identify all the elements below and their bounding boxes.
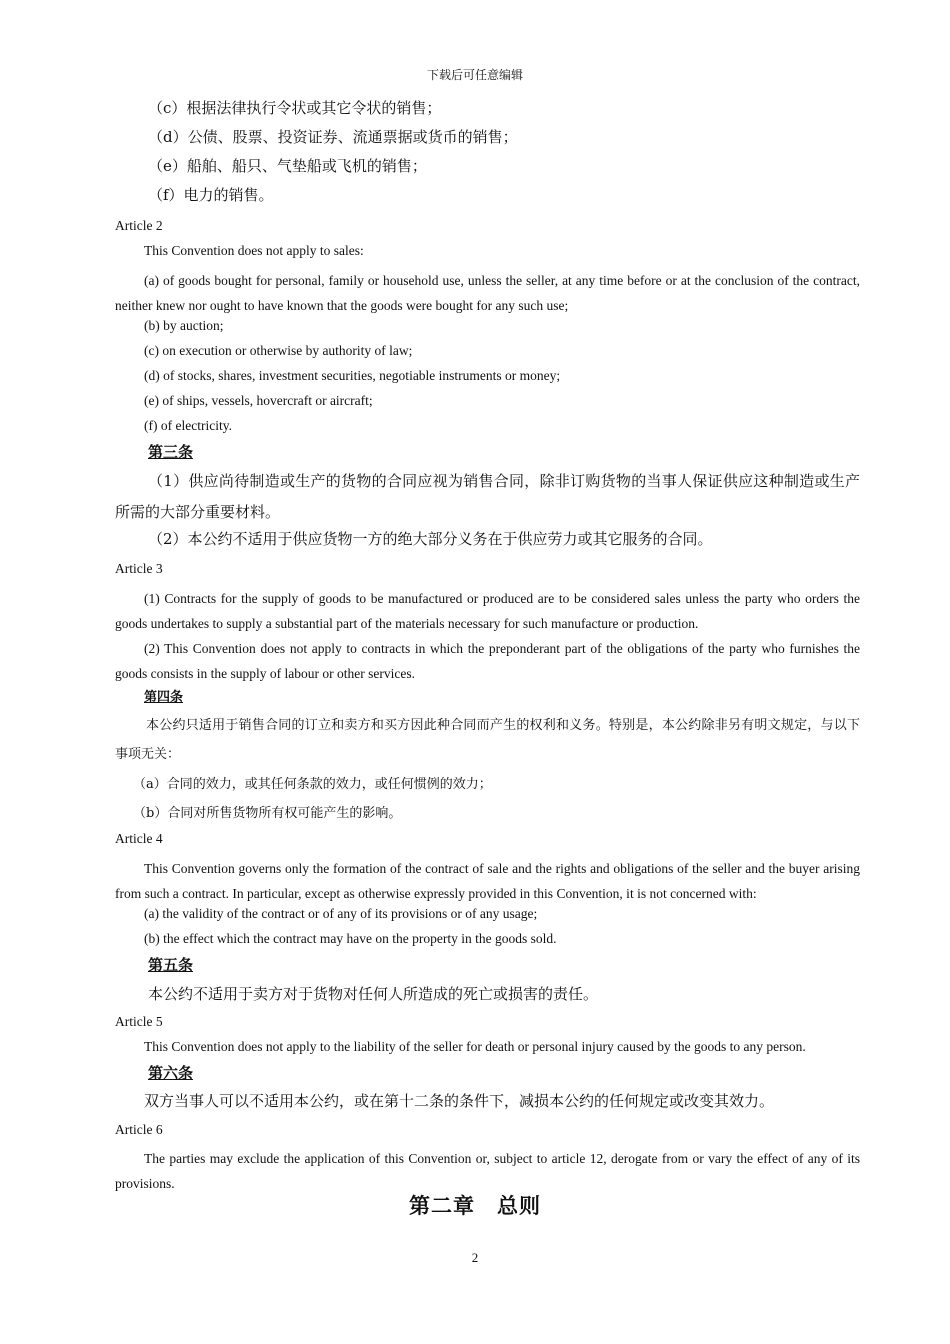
- art4-en-a: (a) the validity of the contract or of any of its provisions or of any usage;: [144, 906, 538, 921]
- page-header: 下载后可任意编辑: [426, 68, 523, 82]
- art2-en-e: (e) of ships, vessels, hovercraft or aircraft;: [144, 393, 373, 408]
- art4-zh-a: （a）合同的效力，或其任何条款的效力，或任何惯例的效力；: [133, 777, 492, 792]
- art3-zh-p1: （1）供应尚待制造或生产的货物的合同应视为销售合同，除非订购货物的当事人保证供应这种制造或生产所需的大部分重要材料。: [115, 472, 860, 521]
- art3-zh-title: 第三条: [148, 443, 194, 461]
- art4-en-p1: This Convention governs only the formation of the contract of sale and the rights and obligations of the seller and the buyer arising from such a contract. In particular, except as otherwise expressly provided in this Convention, it is not concerned with:: [115, 861, 860, 901]
- art6-en-p1: The parties may exclude the application of this Convention or, subject to article 12, derogate from or vary the effect of any of its provisions.: [115, 1151, 860, 1191]
- art2-en-a: (a) of goods bought for personal, family or household use, unless the seller, at any time before or at the conclusion of the contract, neither knew nor ought to have known that the goods were bought for any such use;: [115, 273, 860, 313]
- art1-zh-f: （f）电力的销售。: [148, 186, 274, 204]
- art2-en-c: (c) on execution or otherwise by authority of law;: [144, 343, 413, 358]
- art3-en-p2: (2) This Convention does not apply to contracts in which the preponderant part of the obligations of the party who furnishes the goods consists in the supply of labour or other services.: [115, 641, 860, 681]
- art6-en-title: Article 6: [115, 1122, 163, 1137]
- art1-zh-d: （d）公债、股票、投资证券、流通票据或货币的销售；: [148, 128, 518, 146]
- art1-zh-e: （e）船舶、船只、气垫船或飞机的销售；: [148, 157, 427, 175]
- art6-zh-p1: 双方当事人可以不适用本公约，或在第十二条的条件下，减损本公约的任何规定或改变其效力。: [144, 1092, 775, 1110]
- art3-en-p1: (1) Contracts for the supply of goods to be manufactured or produced are to be considered sales unless the party who orders the goods undertakes to supply a substantial part of the materials necessary for such manufacture or production.: [115, 591, 860, 631]
- page-number: 2: [471, 1250, 479, 1265]
- chapter-heading: 第二章 总则: [409, 1193, 541, 1218]
- art2-en-b: (b) by auction;: [144, 318, 224, 333]
- art5-en-title: Article 5: [115, 1014, 163, 1029]
- art2-en-d: (d) of stocks, shares, investment securities, negotiable instruments or money;: [144, 368, 561, 383]
- art5-en-p1: This Convention does not apply to the liability of the seller for death or personal injury caused by the goods to any person.: [144, 1039, 806, 1054]
- art2-en-title: Article 2: [115, 218, 163, 233]
- art2-en-intro: This Convention does not apply to sales:: [144, 243, 364, 258]
- art4-zh-p1: 本公约只适用于销售合同的订立和卖方和买方因此种合同而产生的权利和义务。特别是，本公约除非另有明文规定，与以下事项无关：: [115, 718, 860, 762]
- art3-en-title: Article 3: [115, 561, 163, 576]
- art5-zh-p1: 本公约不适用于卖方对于货物对任何人所造成的死亡或损害的责任。: [148, 985, 599, 1003]
- art4-en-title: Article 4: [115, 831, 163, 846]
- art5-zh-title: 第五条: [148, 956, 194, 974]
- art1-zh-c: （c）根据法律执行令状或其它令状的销售；: [148, 99, 442, 117]
- art2-en-f: (f) of electricity.: [144, 418, 232, 433]
- art4-en-b: (b) the effect which the contract may have on the property in the goods sold.: [144, 931, 557, 946]
- art4-zh-b: （b）合同对所售货物所有权可能产生的影响。: [133, 806, 402, 821]
- art3-zh-p2: （2）本公约不适用于供应货物一方的绝大部分义务在于供应劳力或其它服务的合同。: [148, 530, 713, 548]
- art4-zh-title: 第四条: [144, 690, 184, 705]
- art6-zh-title: 第六条: [148, 1064, 194, 1082]
